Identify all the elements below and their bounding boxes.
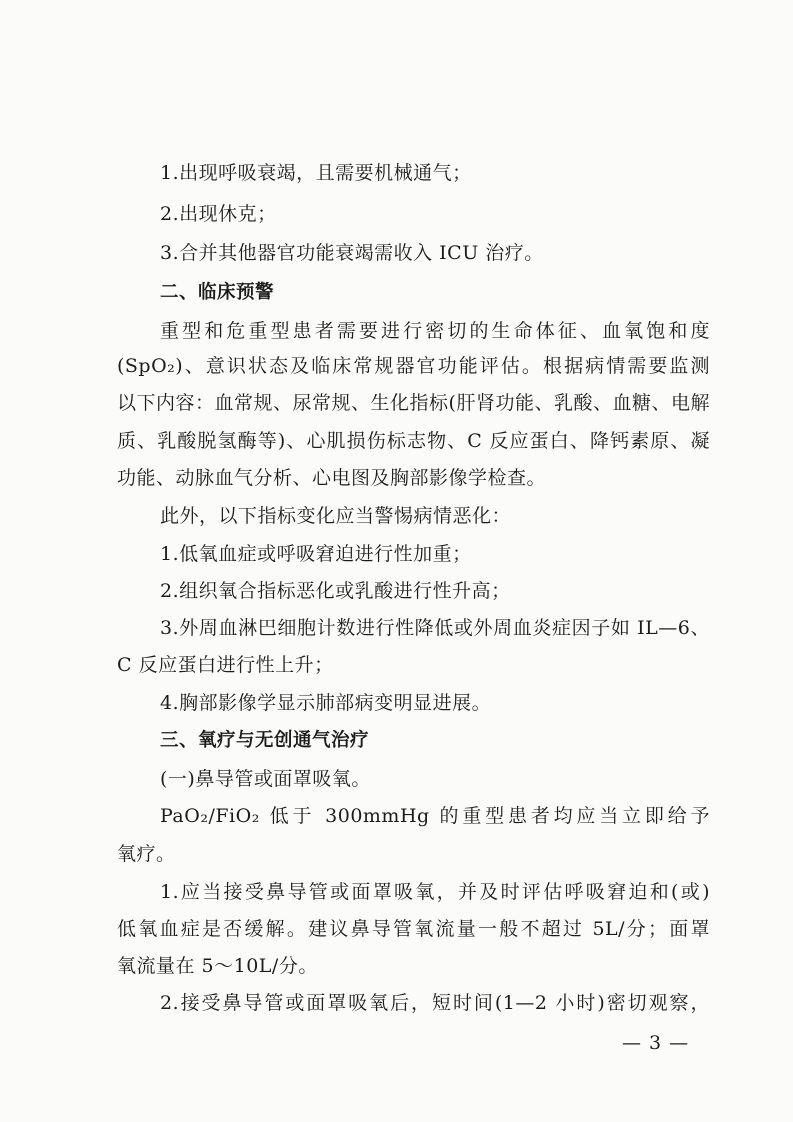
criteria-item-3: 3.合并其他器官功能衰竭需收入 ICU 治疗。	[160, 242, 544, 264]
paragraph-line: 重型和危重型患者需要进行密切的生命体征、血氧饱和度	[160, 320, 710, 342]
oxygen-item-1-continued: 低氧血症是否缓解。建议鼻导管氧流量一般不超过 5L/分；面罩	[117, 918, 710, 940]
paragraph-line: (SpO₂)、意识状态及临床常规器官功能评估。根据病情需要监测	[117, 355, 710, 377]
section-heading-oxygen-therapy: 三、氧疗与无创通气治疗	[160, 730, 370, 751]
paragraph-line: 氧疗。	[117, 843, 176, 865]
paragraph-line: 以下内容：血常规、尿常规、生化指标(肝肾功能、乳酸、血糖、电解	[117, 392, 710, 414]
warning-item-4: 4.胸部影像学显示肺部病变明显进展。	[160, 692, 492, 714]
paragraph-line: 功能、动脉血气分析、心电图及胸部影像学检查。	[117, 467, 547, 489]
criteria-item-2: 2.出现休克；	[160, 203, 277, 225]
page-number: — 3 —	[622, 1032, 690, 1054]
subsection-heading-nasal-cannula: (一)鼻导管或面罩吸氧。	[160, 768, 371, 790]
paragraph-line: 此外，以下指标变化应当警惕病情恶化：	[160, 505, 512, 527]
warning-item-1: 1.低氧血症或呼吸窘迫进行性加重；	[160, 543, 472, 565]
criteria-item-1: 1.出现呼吸衰竭，且需要机械通气；	[160, 162, 472, 184]
warning-item-3: 3.外周血淋巴细胞计数进行性降低或外周血炎症因子如 IL—6、	[160, 617, 710, 639]
oxygen-item-2: 2.接受鼻导管或面罩吸氧后，短时间(1—2 小时)密切观察，	[160, 992, 710, 1014]
warning-item-2: 2.组织氧合指标恶化或乳酸进行性升高；	[160, 580, 511, 602]
paragraph-line: PaO₂/FiO₂ 低于 300mmHg 的重型患者均应当立即给予	[160, 805, 710, 827]
section-heading-clinical-warning: 二、临床预警	[160, 282, 275, 303]
warning-item-3-continued: C 反应蛋白进行性上升；	[117, 654, 334, 676]
oxygen-item-1: 1.应当接受鼻导管或面罩吸氧，并及时评估呼吸窘迫和(或)	[160, 881, 710, 903]
oxygen-item-1-continued: 氧流量在 5～10L/分。	[117, 955, 318, 977]
paragraph-line: 质、乳酸脱氢酶等)、心肌损伤标志物、C 反应蛋白、降钙素原、凝	[117, 430, 710, 452]
